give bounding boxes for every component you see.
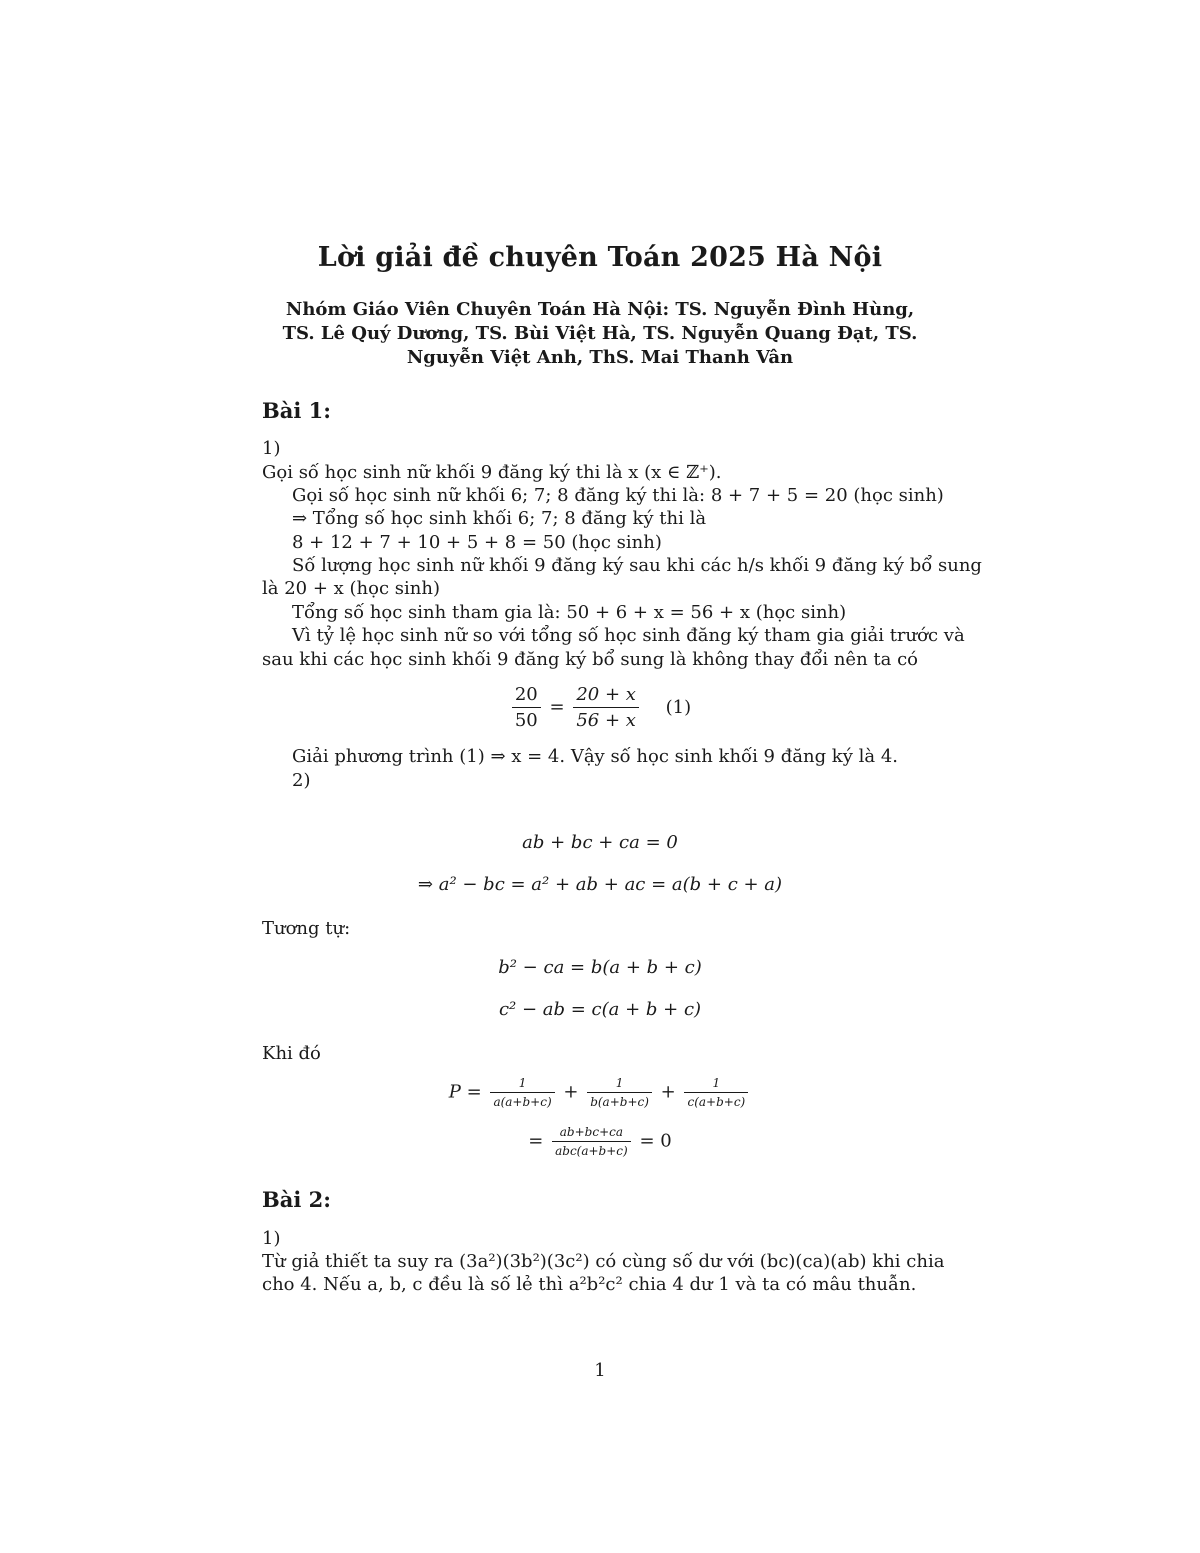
fraction-denominator: c(a+b+c) [687, 1095, 746, 1109]
part-label: 1) [262, 438, 281, 459]
P-label: P = [448, 1081, 482, 1103]
fraction [684, 1076, 748, 1109]
equation-2: ab + bc + ca = 0 [522, 832, 678, 853]
authors-line: Nguyễn Việt Anh, ThS. Mai Thanh Vân [406, 347, 794, 368]
fraction-denominator: a(a+b+c) [493, 1095, 552, 1109]
paragraph-line: Giải phương trình (1) ⇒ x = 4. Vậy số học sinh khối 9 đăng ký là 4. [292, 746, 898, 767]
fraction-numerator: 20 + x [573, 684, 639, 708]
paragraph-line: sau khi các học sinh khối 9 đăng ký bổ sung là không thay đổi nên ta có [262, 649, 918, 670]
fraction [490, 1076, 554, 1109]
fraction-numerator: 1 [490, 1076, 554, 1093]
fraction [587, 1076, 652, 1109]
paragraph-line: 8 + 12 + 7 + 10 + 5 + 8 = 50 (học sinh) [292, 532, 662, 553]
part-label: 2) [292, 770, 311, 791]
paragraph-line: ⇒ Tổng số học sinh khối 6; 7; 8 đăng ký thi là [292, 508, 707, 529]
equation-P-result [262, 1125, 938, 1158]
fraction [573, 684, 639, 731]
equation-P [262, 1076, 938, 1109]
paragraph-line: Gọi số học sinh nữ khối 9 đăng ký thi là x (x ∈ ℤ⁺). [262, 462, 722, 483]
fraction-numerator: 20 [512, 684, 541, 708]
paragraph-line: Khi đó [262, 1043, 321, 1064]
fraction [552, 1125, 631, 1158]
paragraph-line: là 20 + x (học sinh) [262, 578, 440, 599]
fraction-numerator: 1 [587, 1076, 652, 1093]
part-label: 1) [262, 1228, 281, 1249]
equation-3: ⇒ a² − bc = a² + ab + ac = a(b + c + a) [417, 874, 783, 895]
equals-sign: = [549, 696, 565, 718]
fraction-numerator: 1 [684, 1076, 748, 1093]
paragraph-line: Số lượng học sinh nữ khối 9 đăng ký sau khi các h/s khối 9 đăng ký bổ sung [292, 555, 982, 576]
equation-5: c² − ab = c(a + b + c) [498, 999, 702, 1020]
plus-sign: + [563, 1081, 579, 1103]
plus-sign: + [660, 1081, 676, 1103]
page-number: 1 [594, 1360, 606, 1381]
section-heading-bai-2: Bài 2: [262, 1187, 332, 1212]
fraction-denominator: abc(a+b+c) [555, 1144, 628, 1158]
fraction-denominator: 56 + x [576, 710, 636, 731]
authors-block [262, 298, 938, 370]
authors-line: Nhóm Giáo Viên Chuyên Toán Hà Nội: TS. Nguyễn Đình Hùng, [285, 299, 915, 320]
paragraph-line: Tổng số học sinh tham gia là: 50 + 6 + x = 56 + x (học sinh) [292, 602, 847, 623]
section-heading-bai-1: Bài 1: [262, 398, 332, 423]
paragraph-line: cho 4. Nếu a, b, c đều là số lẻ thì a²b²c² chia 4 dư 1 và ta có mâu thuẫn. [262, 1274, 917, 1295]
paragraph-line: Tương tự: [262, 918, 351, 939]
document-title: Lời giải đề chuyên Toán 2025 Hà Nội [317, 242, 883, 273]
paragraph-line: Vì tỷ lệ học sinh nữ so với tổng số học sinh đăng ký tham gia giải trước và [292, 625, 965, 646]
authors-line: TS. Lê Quý Dương, TS. Bùi Việt Hà, TS. Nguyễn Quang Đạt, TS. [282, 323, 918, 344]
fraction-denominator: b(a+b+c) [590, 1095, 649, 1109]
fraction [512, 684, 541, 731]
equals-sign: = [528, 1130, 544, 1152]
equation-4: b² − ca = b(a + b + c) [498, 957, 702, 978]
fraction-numerator: ab+bc+ca [552, 1125, 631, 1142]
equation-tag: (1) [665, 696, 692, 718]
fraction-denominator: 50 [514, 710, 538, 731]
equation-1 [262, 684, 938, 731]
paragraph-line: Từ giả thiết ta suy ra (3a²)(3b²)(3c²) có cùng số dư với (bc)(ca)(ab) khi chia [262, 1251, 945, 1272]
result-value: = 0 [639, 1130, 672, 1152]
paragraph-line: Gọi số học sinh nữ khối 6; 7; 8 đăng ký thi là: 8 + 7 + 5 = 20 (học sinh) [292, 485, 944, 506]
